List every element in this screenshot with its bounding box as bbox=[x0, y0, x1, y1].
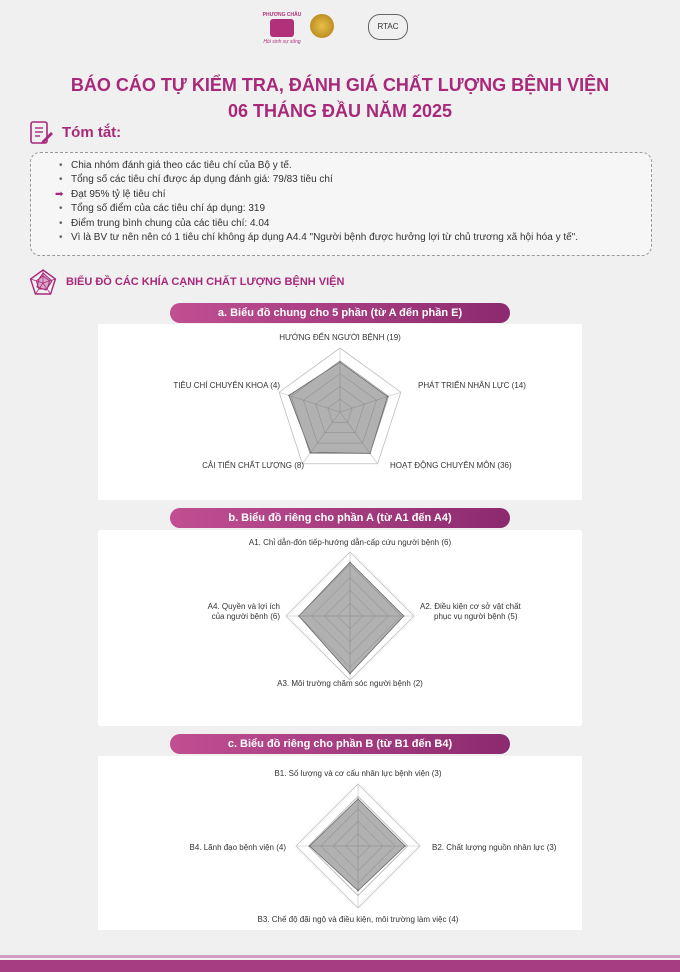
axis-label: TIÊU CHÍ CHUYÊN KHOA (4) bbox=[173, 381, 280, 390]
logo-brand: PHƯƠNG CHÂU bbox=[262, 12, 302, 18]
data-area bbox=[289, 362, 388, 453]
chart-a-panel bbox=[98, 324, 582, 500]
axis-label: B2. Chất lượng nguồn nhân lực (3) bbox=[432, 843, 557, 852]
chart-c-banner: c. Biểu đồ riêng cho phần B (từ B1 đến B4) bbox=[170, 734, 510, 754]
page-title bbox=[0, 72, 680, 124]
summary-item: • Vì là BV tư nên nên có 1 tiêu chí không áp dụng A4.4 "Người bệnh được hưởng lợi từ chủ trương xã hội hóa y tế". bbox=[59, 232, 579, 244]
chart-c-panel bbox=[98, 756, 582, 930]
summary-item-highlight: ➡ Đạt 95% tỷ lệ tiêu chí bbox=[71, 188, 651, 202]
radar-chart-icon bbox=[28, 268, 58, 298]
axis-label: HOẠT ĐỘNG CHUYÊN MÔN (36) bbox=[390, 461, 512, 470]
title-line-1: BÁO CÁO TỰ KIỂM TRA, ĐÁNH GIÁ CHẤT LƯỢNG BỆNH VIỆN bbox=[70, 75, 610, 95]
summary-box bbox=[30, 152, 652, 256]
header-logos bbox=[0, 10, 680, 56]
quality-seal-logo bbox=[310, 14, 334, 38]
radar-chart-c bbox=[98, 756, 582, 930]
logo-slogan: Hồi sinh sự sống bbox=[263, 39, 301, 45]
axis-label: phục vụ người bệnh (5) bbox=[434, 612, 518, 621]
axis-label: B1. Số lượng và cơ cấu nhân lực bệnh viện (3) bbox=[274, 769, 442, 778]
summary-item: • Chia nhóm đánh giá theo các tiêu chí của Bộ y tế. bbox=[59, 160, 292, 171]
footer-accent-line bbox=[0, 955, 680, 958]
summary-item: • Tổng số điểm của các tiêu chí áp dụng: 319 bbox=[59, 203, 266, 215]
summary-item: • Tổng số các tiêu chí được áp dụng đánh giá: 79/83 tiêu chí bbox=[59, 174, 333, 186]
footer-bar bbox=[0, 960, 680, 972]
axis-label: A3. Môi trường chăm sóc người bệnh (2) bbox=[277, 679, 423, 688]
clipboard-edit-icon bbox=[28, 120, 54, 146]
chart-b-banner: b. Biểu đồ riêng cho phần A (từ A1 đến A4) bbox=[170, 508, 510, 528]
axis-label: A2. Điều kiện cơ sở vật chất bbox=[420, 602, 521, 611]
phuong-chau-logo bbox=[262, 12, 302, 54]
axis-label: B3. Chế độ đãi ngộ và điều kiện, môi trường làm việc (4) bbox=[257, 915, 459, 924]
section-title: BIỂU ĐỒ CÁC KHÍA CẠNH CHẤT LƯỢNG BỆNH VIỆN bbox=[66, 276, 345, 288]
axis-label: A1. Chỉ dẫn-đón tiếp-hướng dẫn-cấp cứu người bệnh (6) bbox=[248, 538, 452, 547]
arrow-right-icon: ➡ bbox=[55, 188, 64, 200]
data-area bbox=[310, 799, 405, 891]
radar-chart-b bbox=[98, 530, 582, 726]
axis-label: PHÁT TRIỂN NHÂN LỰC (14) bbox=[418, 381, 526, 390]
axis-label: CẢI TIẾN CHẤT LƯỢNG (8) bbox=[202, 461, 304, 470]
rtac-logo: RTAC bbox=[368, 14, 408, 40]
axis-label: của người bệnh (6) bbox=[211, 612, 280, 621]
chart-b-panel bbox=[98, 530, 582, 726]
logo-mark-icon bbox=[270, 19, 294, 37]
axis-label: B4. Lãnh đạo bệnh viện (4) bbox=[189, 843, 286, 852]
title-line-2: 06 THÁNG ĐẦU NĂM 2025 bbox=[227, 101, 453, 121]
axis-label: HƯỚNG ĐẾN NGƯỜI BỆNH (19) bbox=[279, 333, 401, 342]
chart-a-banner: a. Biểu đồ chung cho 5 phần (từ A đến phần E) bbox=[170, 303, 510, 323]
summary-item: • Điểm trung bình chung của các tiêu chí: 4.04 bbox=[59, 217, 270, 229]
summary-label: Tóm tắt: bbox=[62, 124, 122, 141]
axis-label: A4. Quyền và lợi ích bbox=[207, 602, 280, 611]
radar-chart-a bbox=[98, 324, 582, 500]
